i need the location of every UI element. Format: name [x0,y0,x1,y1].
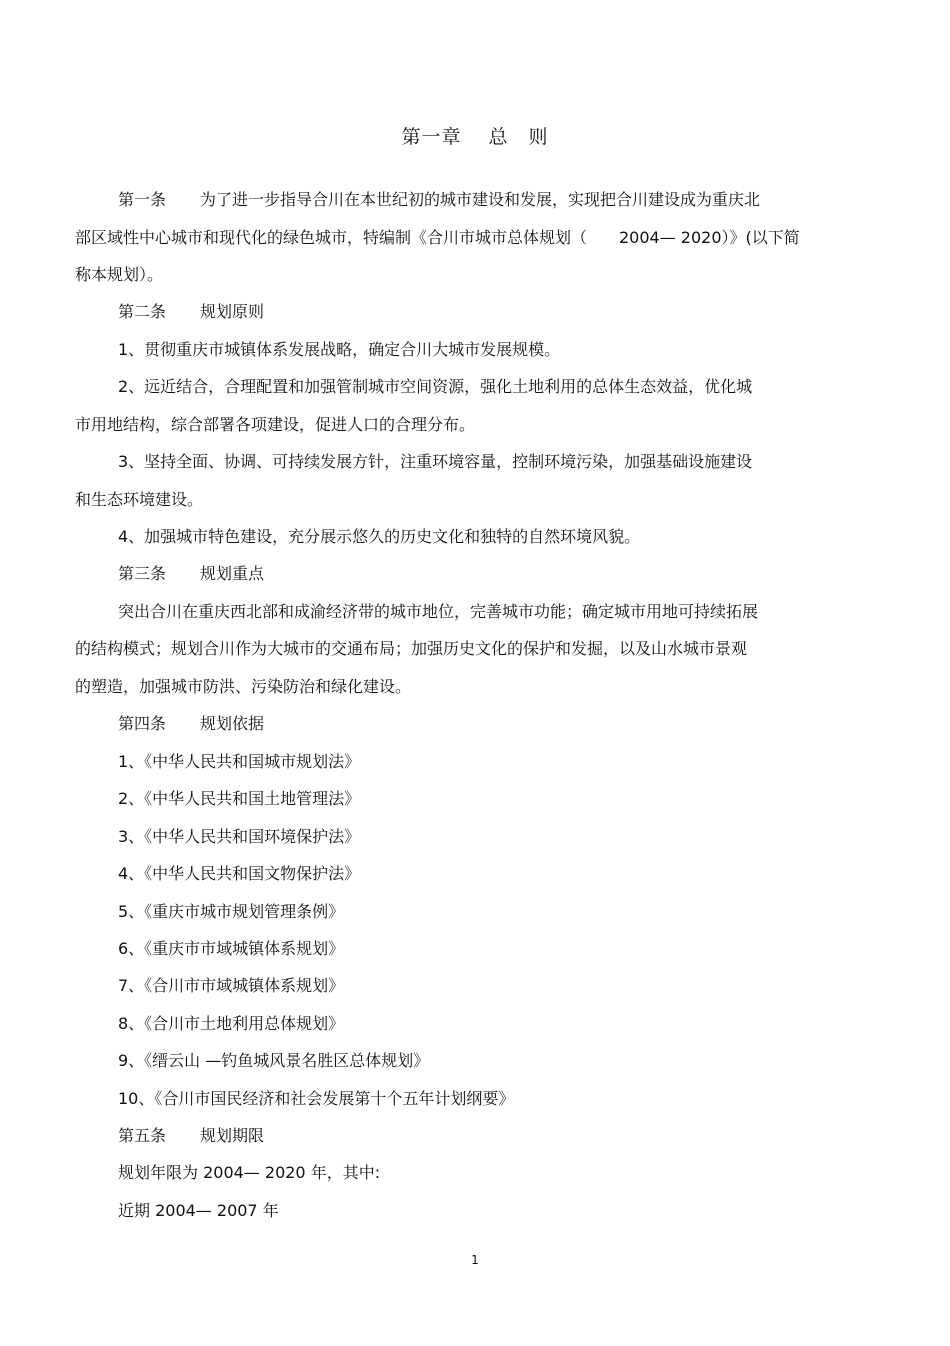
article1-line2: 部区域性中心城市和现代化的绿色城市，特编制《合川市城市总体规划（ 2004— 2020）》(以下简 [75,228,800,247]
article2-label: 第二条 [118,302,167,321]
basis-item: 9、《缙云山 —钓鱼城风景名胜区总体规划》 [118,1051,430,1070]
article1-line3: 称本规划）。 [75,265,164,284]
basis-item: 1、《中华人民共和国城市规划法》 [118,752,361,771]
article3-label: 第三条 [118,564,167,583]
article5-label: 第五条 [118,1126,167,1145]
article5-heading: 规划期限 [200,1126,265,1145]
article2-item3-line2: 和生态环境建设。 [75,490,204,509]
basis-item: 4、《中华人民共和国文物保护法》 [118,864,361,883]
article5-line1: 规划年限为 2004— 2020 年，其中: [118,1163,381,1182]
basis-item: 8、《合川市土地利用总体规划》 [118,1014,345,1033]
article1-text-1: 为了进一步指导合川在本世纪初的城市建设和发展，实现把合川建设成为重庆北 [200,190,761,209]
article3-line1: 突出合川在重庆西北部和成渝经济带的城市地位，完善城市功能；确定城市用地可持续拓展 [118,602,759,621]
article4-heading-line [118,714,264,734]
article2-item2-line2: 市用地结构，综合部署各项建设，促进人口的合理分布。 [75,415,476,434]
article4-heading: 规划依据 [200,714,265,733]
basis-item: 7、《合川市市域城镇体系规划》 [118,976,345,995]
article3-line2: 的结构模式；规划合川作为大城市的交通布局；加强历史文化的保护和发掘，以及山水城市景观 [75,639,748,658]
article2-item2-line1: 2、远近结合，合理配置和加强管制城市空间资源，强化土地利用的总体生态效益，优化城 [118,377,753,396]
article1-line1 [118,190,760,210]
article3-line3: 的塑造，加强城市防洪、污染防治和绿化建设。 [75,677,412,696]
article2-item1: 1、贯彻重庆市城镇体系发展战略，确定合川大城市发展规模。 [118,340,561,359]
basis-item: 3、《中华人民共和国环境保护法》 [118,827,361,846]
article3-heading: 规划重点 [200,564,265,583]
article2-heading-line [118,302,264,322]
basis-item: 2、《中华人民共和国土地管理法》 [118,789,361,808]
basis-item: 6、《重庆市市域城镇体系规划》 [118,939,345,958]
basis-item: 5、《重庆市城市规划管理条例》 [118,902,345,921]
page-number: 1 [471,1253,479,1267]
article4-label: 第四条 [118,714,167,733]
article5-line2: 近期 2004— 2007 年 [118,1201,279,1220]
article1-label: 第一条 [118,190,167,209]
article5-heading-line [118,1126,264,1146]
basis-item: 10、《合川市国民经济和社会发展第十个五年计划纲要》 [118,1089,515,1108]
article3-heading-line [118,564,264,584]
article2-heading: 规划原则 [200,302,265,321]
article2-item4: 4、加强城市特色建设，充分展示悠久的历史文化和独特的自然环境风貌。 [118,527,641,546]
chapter-title: 第一章 总 则 [401,126,549,148]
article2-item3-line1: 3、坚持全面、协调、可持续发展方针，注重环境容量，控制环境污染，加强基础设施建设 [118,452,753,471]
